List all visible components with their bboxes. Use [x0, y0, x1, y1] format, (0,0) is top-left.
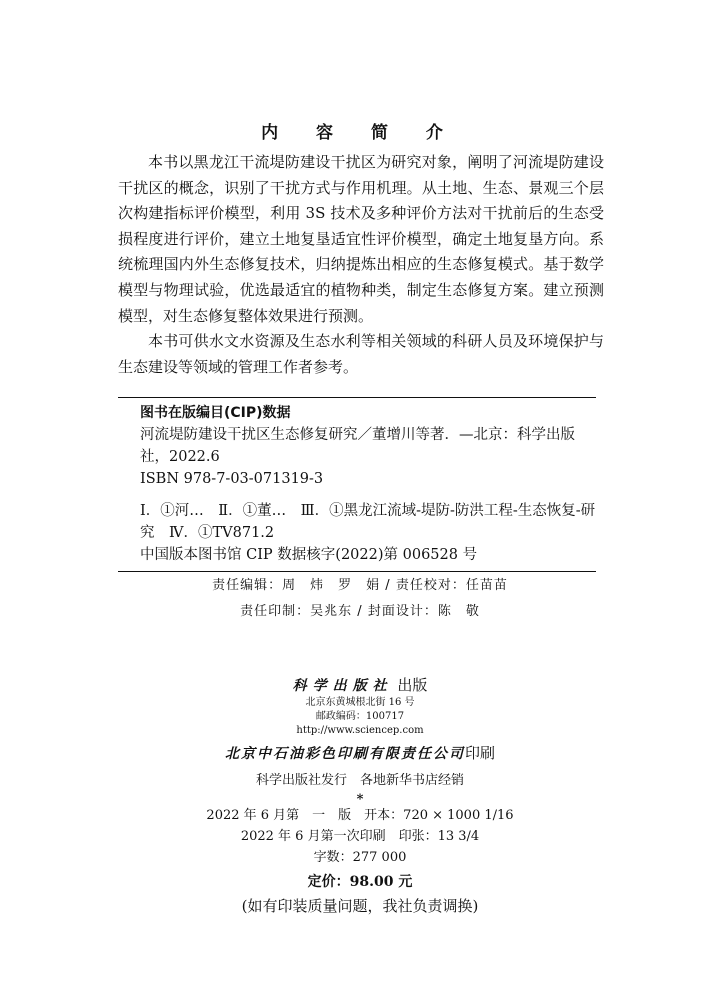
publisher-postcode: 邮政编码：100717	[315, 711, 405, 722]
publisher-line	[0, 675, 720, 696]
publisher-name: 科学出版社	[292, 678, 393, 694]
publisher-suffix: 出版	[392, 676, 428, 694]
cip-record: 河流堤防建设干扰区生态修复研究／董增川等著．—北京：科学出版社，2022.6	[140, 427, 575, 465]
printer-line	[0, 740, 720, 767]
cip-classification: Ⅰ．①河… Ⅱ．①董… Ⅲ．①黑龙江流域-堤防-防洪工程-生态恢复-研究 Ⅳ．①TV871.2	[140, 503, 596, 541]
word-count: 字数：277 000	[313, 850, 407, 865]
quality-notice: (如有印装质量问题，我社负责调换)	[241, 897, 479, 915]
cip-spacer	[140, 490, 596, 500]
price: 定价：98.00 元	[307, 874, 413, 890]
cip-isbn: ISBN 978-7-03-071319-3	[140, 471, 324, 487]
cip-library-number: 中国版本图书馆 CIP 数据核字(2022)第 006528 号	[140, 547, 478, 563]
imprint-block	[0, 675, 720, 918]
edition-line: 2022 年 6 月第 一 版 开本：720 × 1000 1/16	[206, 808, 514, 823]
cip-data-block	[118, 397, 596, 572]
printer-name: 北京中石油彩色印刷有限责任公司	[224, 746, 465, 762]
printer-suffix: 印刷	[464, 744, 495, 762]
publisher-website: http://www.sciencep.com	[296, 725, 424, 736]
distribution-line: 科学出版社发行 各地新华书店经销	[255, 773, 464, 788]
book-summary	[118, 150, 604, 380]
publisher-address: 北京东黄城根北街 16 号	[305, 697, 415, 708]
page-title: 内 容 简 介	[261, 123, 459, 143]
editorial-credits	[0, 573, 720, 625]
summary-paragraph-2: 本书可供水文水资源及生态水利等相关领域的科研人员及环境保护与生态建设等领域的管理工作者参考。	[118, 332, 604, 376]
cip-heading: 图书在版编目(CIP)数据	[140, 405, 291, 421]
separator-star: *	[356, 792, 364, 807]
credits-line-2: 责任印制：吴兆东 / 封面设计：陈 敬	[240, 604, 480, 619]
summary-paragraph-1: 本书以黑龙江干流堤防建设干扰区为研究对象，阐明了河流堤防建设干扰区的概念，识别了干扰方式与作用机理。从土地、生态、景观三个层次构建指标评价模型，利用 3S 技术及多种评价方法对干扰前后的生态受损程度进行评价，建立土地复垦适宜性评价模型，确定土地复垦方向。系统梳理国内外生态修复技术，归纳提炼出相应的生态修复模式。基于数学模型与物理试验，优选最适宜的植物种类，制定生态修复方案。建立预测模型，对生态修复整体效果进行预测。	[118, 153, 604, 325]
credits-line-1: 责任编辑：周 炜 罗 娟 / 责任校对：任苗苗	[212, 578, 508, 593]
printing-line: 2022 年 6 月第一次印刷 印张：13 3/4	[240, 829, 480, 844]
